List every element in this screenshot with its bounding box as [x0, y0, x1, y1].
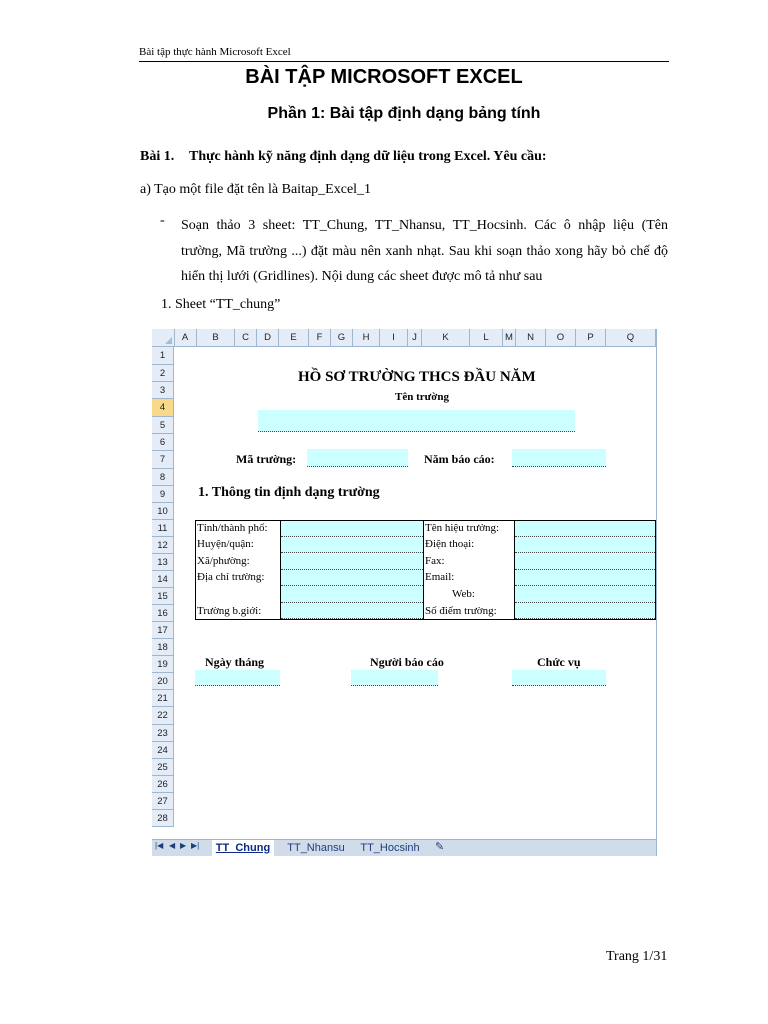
school-code-input[interactable]	[307, 449, 408, 467]
label-email: Email:	[425, 571, 455, 583]
row-header[interactable]: 26	[152, 776, 174, 793]
input-phone[interactable]	[515, 537, 655, 553]
row-header[interactable]: 2	[152, 365, 174, 382]
input-border-school[interactable]	[281, 603, 423, 619]
col-header[interactable]: Q	[606, 329, 656, 346]
input-fax[interactable]	[515, 553, 655, 570]
tab-tt-chung[interactable]: TT_Chung	[212, 840, 274, 856]
row-header[interactable]: 24	[152, 742, 174, 759]
page-title: BÀI TẬP MICROSOFT EXCEL	[245, 66, 523, 88]
section-title: 1. Thông tin định dạng trường	[198, 485, 380, 500]
row-header[interactable]: 15	[152, 588, 174, 605]
school-code-label: Mã trường:	[236, 452, 297, 466]
row-header[interactable]: 7	[152, 451, 174, 469]
row-header[interactable]: 3	[152, 382, 174, 399]
running-header: Bài tập thực hành Microsoft Excel	[139, 46, 291, 58]
col-header[interactable]: A	[174, 329, 197, 346]
input-web[interactable]	[515, 586, 655, 603]
row-header[interactable]: 13	[152, 554, 174, 571]
col-header[interactable]: L	[470, 329, 503, 346]
col-header[interactable]: I	[380, 329, 408, 346]
row-header[interactable]: 18	[152, 639, 174, 656]
label-address: Địa chỉ trường:	[197, 571, 265, 583]
col-header[interactable]: G	[331, 329, 353, 346]
sheet-title: HỒ SƠ TRƯỜNG THCS ĐẦU NĂM	[298, 369, 536, 385]
sheet-tab-bar	[152, 839, 656, 856]
column-header-bar	[152, 329, 656, 347]
input-principal[interactable]	[515, 521, 655, 537]
page-subtitle: Phần 1: Bài tập định dạng bảng tính	[267, 105, 541, 122]
row-header[interactable]: 9	[152, 486, 174, 503]
row-header[interactable]: 17	[152, 622, 174, 639]
sheet-label: 1. Sheet “TT_chung”	[161, 297, 281, 312]
right-input-col	[515, 521, 655, 619]
row-header[interactable]: 22	[152, 707, 174, 725]
tab-tt-hocsinh[interactable]: TT_Hocsinh	[360, 842, 420, 854]
col-header[interactable]: E	[279, 329, 309, 346]
position-label: Chức vụ	[537, 655, 581, 669]
col-header[interactable]: C	[235, 329, 257, 346]
row-header[interactable]: 25	[152, 759, 174, 776]
exercise-number: Bài 1.	[140, 149, 175, 164]
tab-tt-nhansu[interactable]: TT_Nhansu	[287, 842, 345, 854]
row-header[interactable]: 1	[152, 347, 174, 365]
input-address-2[interactable]	[281, 586, 423, 603]
input-site-count[interactable]	[515, 603, 655, 619]
report-year-input[interactable]	[512, 449, 606, 467]
row-header[interactable]: 27	[152, 793, 174, 810]
row-header[interactable]: 5	[152, 417, 174, 434]
spreadsheet-image	[152, 329, 657, 856]
insert-sheet-icon[interactable]: ✎	[435, 841, 445, 853]
col-header[interactable]: J	[408, 329, 422, 346]
label-province: Tỉnh/thành phố:	[197, 522, 268, 534]
col-header[interactable]: B	[197, 329, 235, 346]
row-header[interactable]: 20	[152, 673, 174, 690]
label-phone: Điện thoại:	[425, 538, 475, 550]
label-site-count: Số điểm trường:	[425, 605, 497, 617]
row-header[interactable]: 16	[152, 605, 174, 622]
select-all-corner[interactable]	[152, 329, 175, 346]
exercise-heading	[140, 149, 547, 165]
reporter-input[interactable]	[351, 670, 438, 686]
reporter-label: Người báo cáo	[370, 655, 444, 669]
row-header[interactable]: 6	[152, 434, 174, 451]
prev-sheet-icon[interactable]: ◀	[169, 841, 176, 850]
page-number: Trang 1/31	[606, 949, 668, 964]
col-header[interactable]: H	[353, 329, 380, 346]
label-web: Web:	[452, 588, 475, 600]
input-district[interactable]	[281, 537, 423, 553]
input-ward[interactable]	[281, 553, 423, 570]
row-header[interactable]: 8	[152, 469, 174, 486]
bullet-text: Soạn thảo 3 sheet: TT_Chung, TT_Nhansu, TT_Hocsinh. Các ô nhập liệu (Tên trường, Mã trường ...) đặt màu nên xanh nhạt. Sau khi soạn thảo xong hãy bỏ chế độ hiển thị lưới (Gridlines). Nội dung các sheet được mô tả như sau	[181, 218, 668, 284]
row-header[interactable]: 12	[152, 537, 174, 554]
col-header[interactable]: D	[257, 329, 279, 346]
last-sheet-icon[interactable]: ▶|	[191, 841, 200, 850]
left-input-col	[281, 521, 424, 619]
col-header[interactable]: O	[546, 329, 576, 346]
col-header[interactable]: K	[422, 329, 470, 346]
col-header[interactable]: P	[576, 329, 606, 346]
first-sheet-icon[interactable]: |◀	[155, 841, 164, 850]
input-email[interactable]	[515, 570, 655, 586]
input-province[interactable]	[281, 521, 423, 537]
label-fax: Fax:	[425, 555, 445, 567]
row-header[interactable]: 23	[152, 725, 174, 742]
row-header[interactable]: 10	[152, 503, 174, 520]
row-header[interactable]: 28	[152, 810, 174, 827]
exercise-title: Thực hành kỹ năng định dạng dữ liệu trong Excel. Yêu cầu:	[189, 149, 547, 164]
date-label: Ngày tháng	[205, 655, 265, 669]
report-year-label: Năm báo cáo:	[424, 452, 495, 466]
label-border-school: Trường b.giới:	[197, 605, 262, 617]
next-sheet-icon[interactable]: ▶	[180, 841, 187, 850]
label-principal: Tên hiệu trưởng:	[425, 522, 500, 534]
row-header[interactable]: 21	[152, 690, 174, 707]
row-header[interactable]: 11	[152, 520, 174, 537]
row-header[interactable]: 19	[152, 656, 174, 673]
header-rule	[139, 61, 669, 62]
col-header[interactable]: F	[309, 329, 331, 346]
school-name-input[interactable]	[258, 410, 575, 432]
date-input[interactable]	[195, 670, 280, 686]
item-a: a) Tạo một file đặt tên là Baitap_Excel_1	[140, 182, 372, 197]
bullet-dash: -	[160, 213, 165, 228]
label-ward: Xã/phường:	[197, 555, 250, 567]
school-name-label: Tên trường	[395, 391, 449, 403]
col-header[interactable]: N	[516, 329, 546, 346]
input-address[interactable]	[281, 570, 423, 586]
position-input[interactable]	[512, 670, 606, 686]
label-district: Huyện/quận:	[197, 538, 254, 550]
row-header[interactable]: 14	[152, 571, 174, 588]
row-header[interactable]: 4	[152, 399, 174, 417]
col-header[interactable]: M	[503, 329, 516, 346]
